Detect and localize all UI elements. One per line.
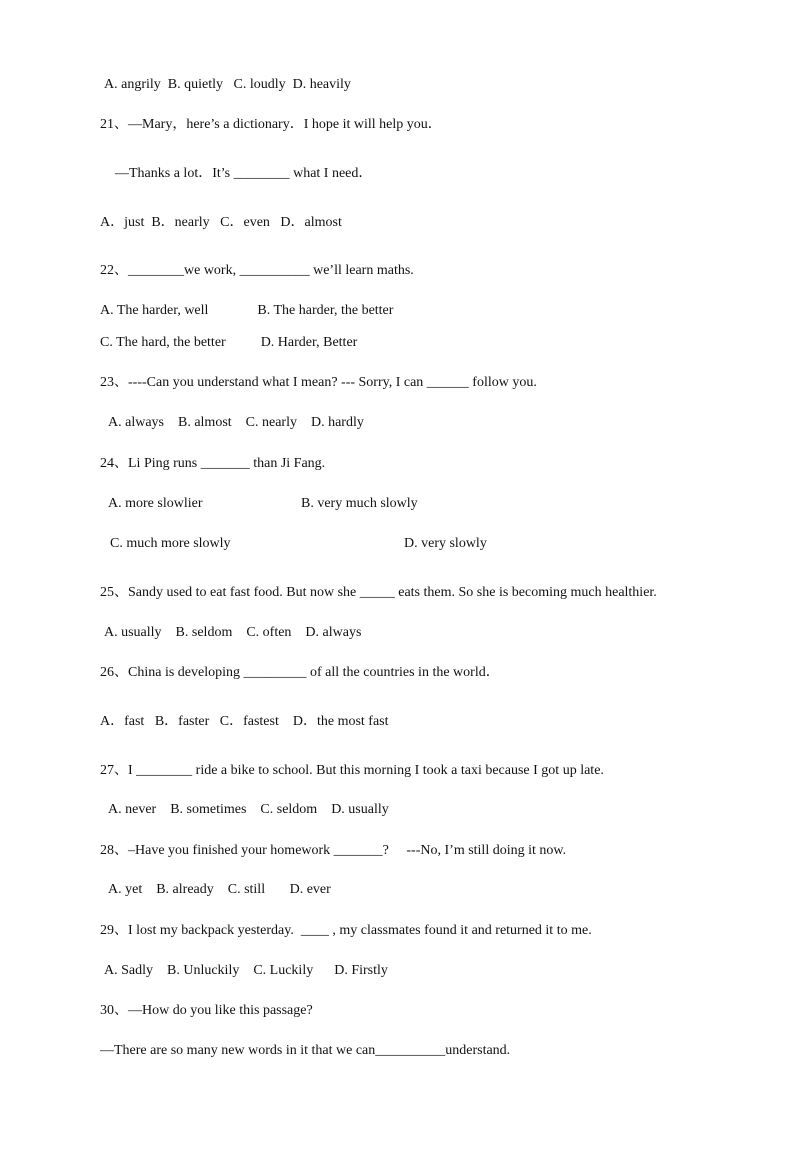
q22-question: 22、________we work, __________ we’ll learn maths.	[100, 263, 414, 278]
q21-response: —Thanks a lot．It’s ________ what I need．	[115, 166, 373, 181]
q25-options: A. usually B. seldom C. often D. always	[104, 625, 362, 640]
q24-option-a: A. more slowlier	[108, 496, 203, 511]
q27-options: A. never B. sometimes C. seldom D. usually	[108, 802, 389, 817]
q29-options: A. Sadly B. Unluckily C. Luckily D. Firstly	[104, 963, 388, 978]
q28-options: A. yet B. already C. still D. ever	[108, 882, 331, 897]
q24-option-d: D. very slowly	[404, 536, 487, 551]
q28-question: 28、–Have you finished your homework _______? ---No, I’m still doing it now.	[100, 843, 567, 858]
q29-question: 29、I lost my backpack yesterday. ____ , my classmates found it and returned it to me.	[100, 923, 592, 938]
q23-options: A. always B. almost C. nearly D. hardly	[108, 415, 364, 430]
q30-question: 30、—How do you like this passage?	[100, 1003, 313, 1018]
q24-option-c: C. much more slowly	[110, 536, 231, 551]
q21-options: A．just B．nearly C．even D．almost	[100, 215, 342, 230]
q20-options: A. angrily B. quietly C. loudly D. heavily	[104, 77, 351, 92]
q26-options: A．fast B．faster C．fastest D．the most fast	[100, 714, 389, 729]
q22-options-row2: C. The hard, the better D. Harder, Better	[100, 335, 358, 350]
q21-question: 21、—Mary，here’s a dictionary．I hope it will help you．	[100, 117, 442, 132]
q30-response: —There are so many new words in it that we can__________understand.	[100, 1043, 511, 1058]
q25-question: 25、Sandy used to eat fast food. But now she _____ eats them. So she is becoming much healthier.	[100, 585, 657, 600]
q27-question: 27、I ________ ride a bike to school. But this morning I took a taxi because I got up late.	[100, 763, 604, 778]
q24-option-b: B. very much slowly	[301, 496, 418, 511]
q22-options-row1: A. The harder, well B. The harder, the better	[100, 303, 394, 318]
q26-question: 26、China is developing _________ of all the countries in the world．	[100, 665, 500, 680]
q24-question: 24、Li Ping runs _______ than Ji Fang.	[100, 456, 326, 471]
q23-question: 23、----Can you understand what I mean? --- Sorry, I can ______ follow you.	[100, 375, 537, 390]
